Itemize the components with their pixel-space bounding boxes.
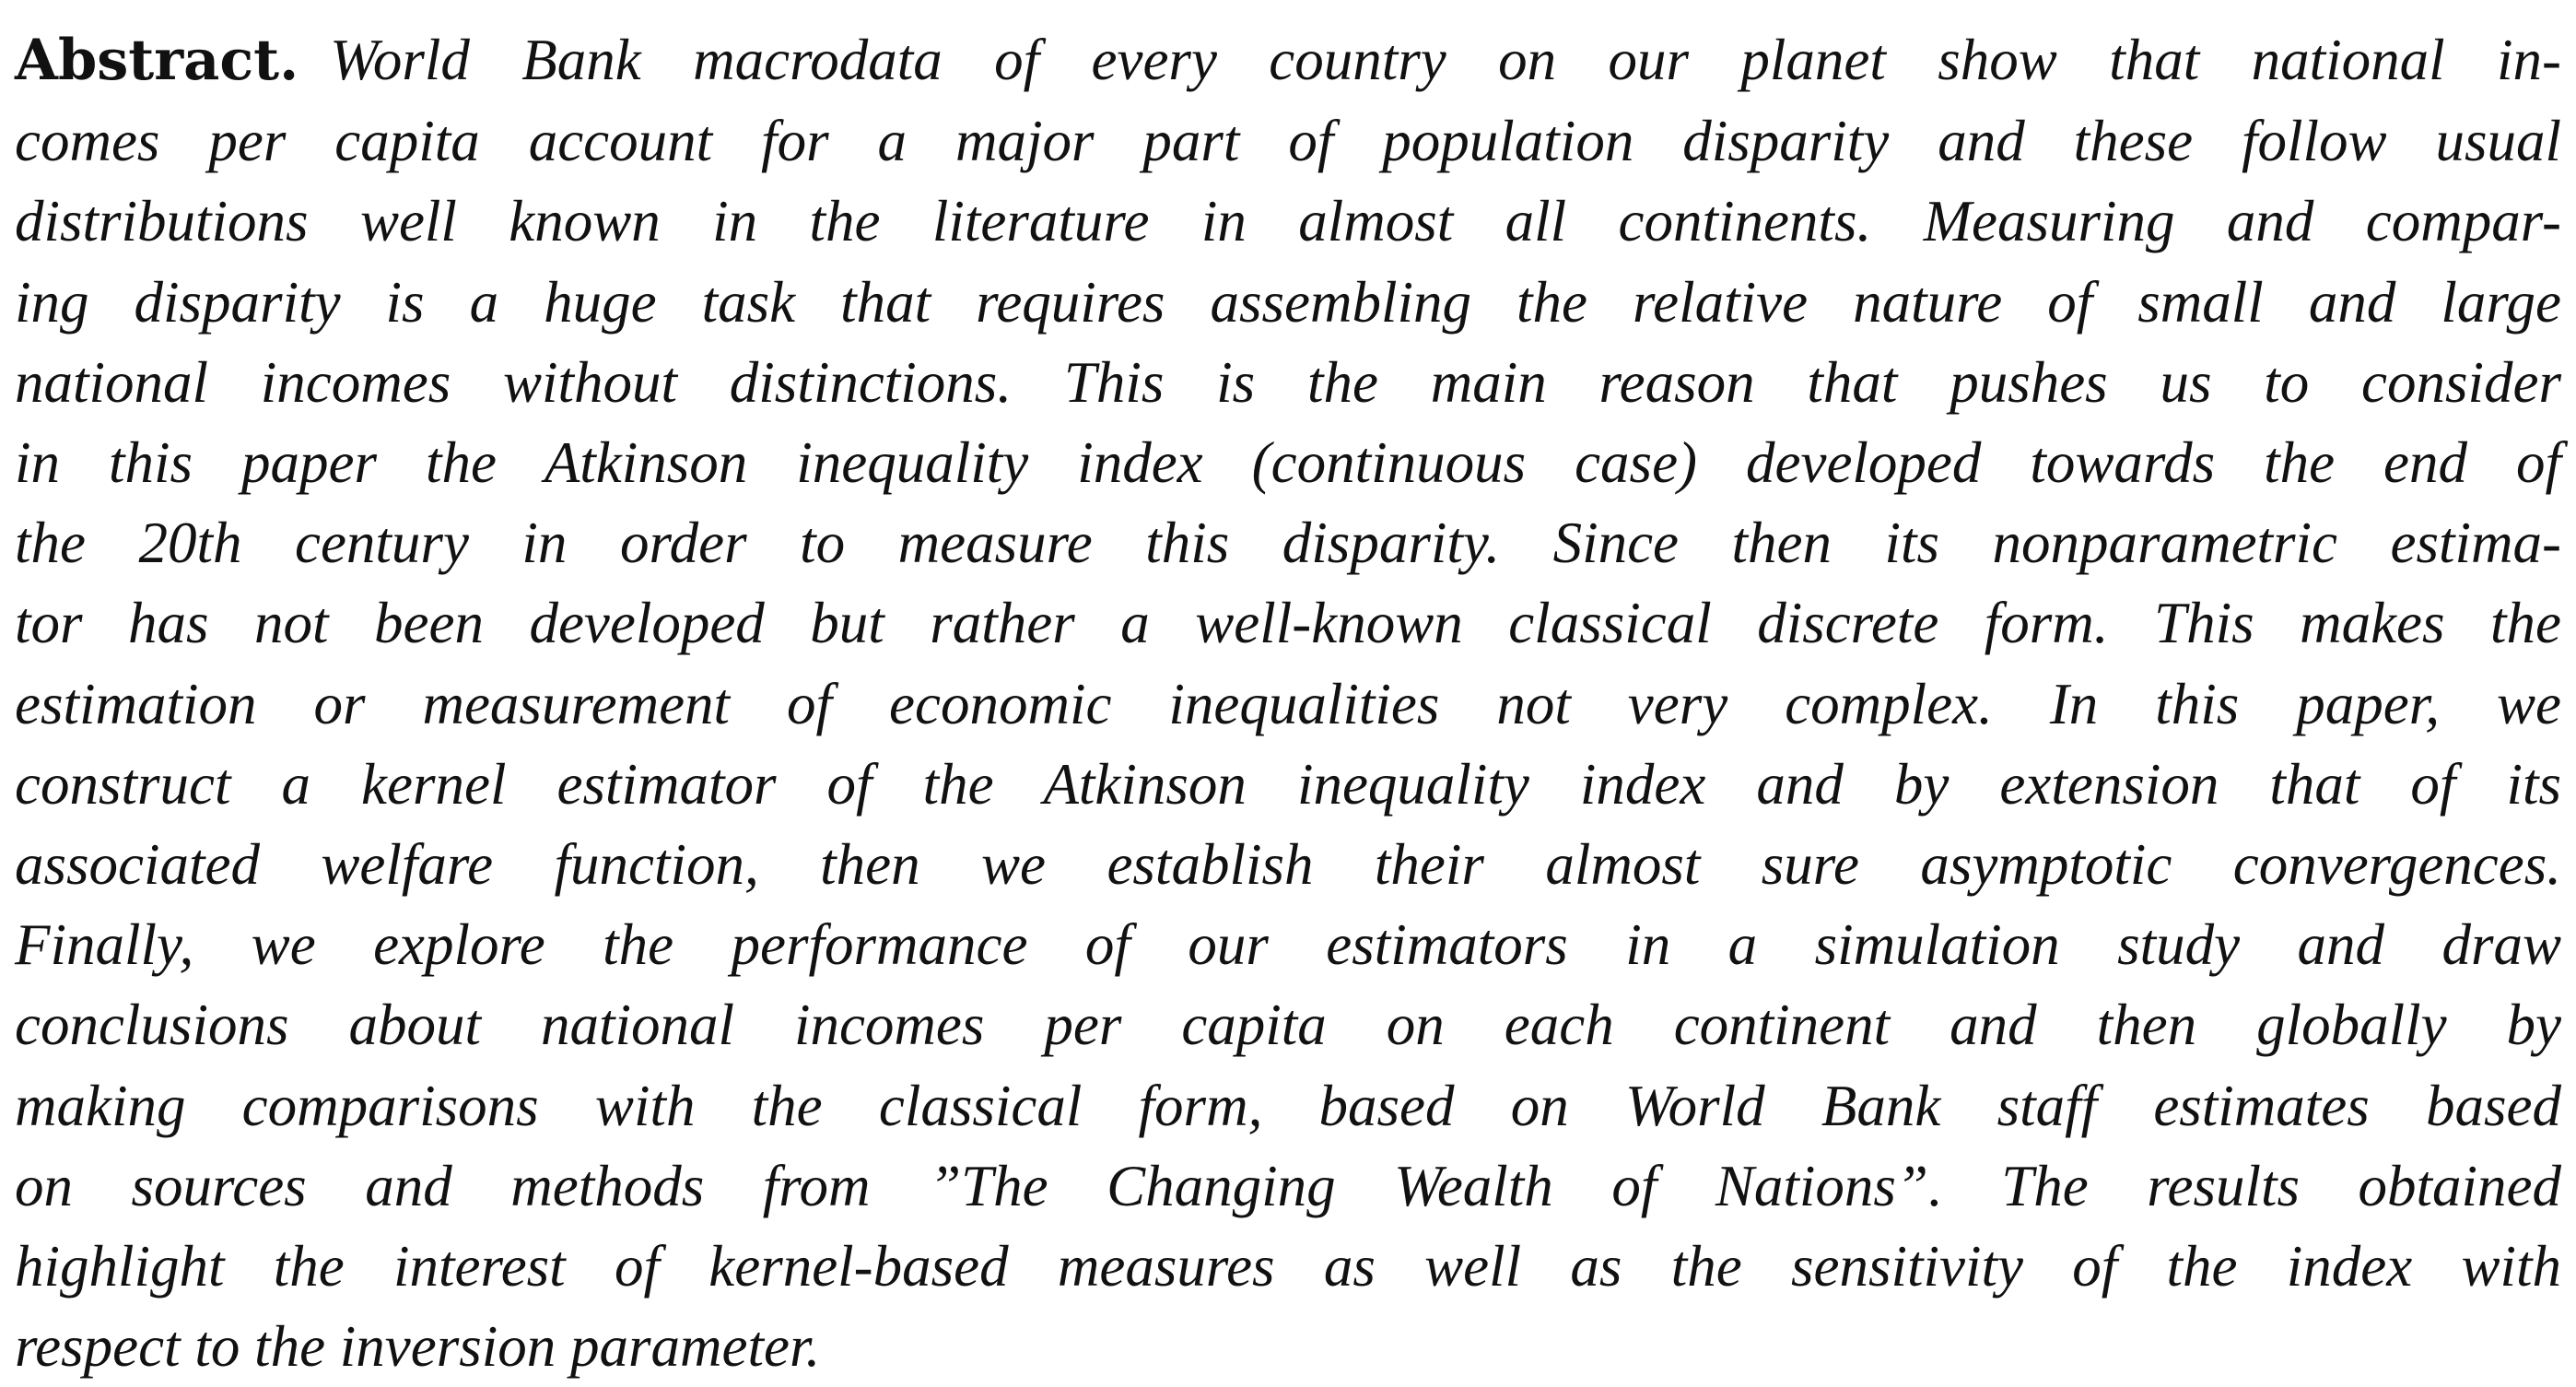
abstract-line-2: comes per capita account for a major part of population disparity and these follow usual bbox=[15, 109, 2561, 174]
abstract-line-10: construct a kernel estimator of the Atkinson inequality index and by extension that of its bbox=[15, 751, 2561, 817]
abstract-line-17: respect to the inversion parameter. bbox=[15, 1314, 821, 1380]
abstract-line-8: tor has not been developed but rather a well-known classical discrete form. This makes the bbox=[15, 591, 2561, 656]
abstract-line-13: conclusions about national incomes per capita on each continent and then globally by bbox=[15, 993, 2561, 1058]
abstract-line-12: Finally, we explore the performance of our estimators in a simulation study and draw bbox=[15, 912, 2561, 978]
abstract-line-9: estimation or measurement of economic inequalities not very complex. In this paper, we bbox=[15, 671, 2561, 736]
abstract-heading: Abstract. bbox=[15, 28, 299, 93]
abstract-line-15: on sources and methods from ”The Changing Wealth of Nations”. The results obtained bbox=[15, 1153, 2561, 1218]
abstract-text: World Bank macrodata of every country on our planet show that national in- bbox=[330, 28, 2561, 92]
abstract-line-16: highlight the interest of kernel-based measures as well as the sensitivity of the index with bbox=[15, 1234, 2561, 1299]
abstract-line-4: ing disparity is a huge task that requires assembling the relative nature of small and large bbox=[15, 269, 2561, 335]
abstract-line-7: the 20th century in order to measure this disparity. Since then its nonparametric estima- bbox=[15, 511, 2561, 576]
abstract-line-14: making comparisons with the classical form, based on World Bank staff estimates based bbox=[15, 1073, 2561, 1138]
abstract-line-1 bbox=[15, 20, 2561, 101]
abstract-line-11: associated welfare function, then we establish their almost sure asymptotic convergences. bbox=[15, 832, 2561, 898]
abstract-line-3: distributions well known in the literature in almost all continents. Measuring and compar- bbox=[15, 189, 2561, 254]
abstract-paragraph bbox=[15, 20, 2561, 1387]
abstract-line-6: in this paper the Atkinson inequality index (continuous case) developed towards the end of bbox=[15, 430, 2561, 496]
abstract-line-5: national incomes without distinctions. This is the main reason that pushes us to consider bbox=[15, 349, 2561, 415]
